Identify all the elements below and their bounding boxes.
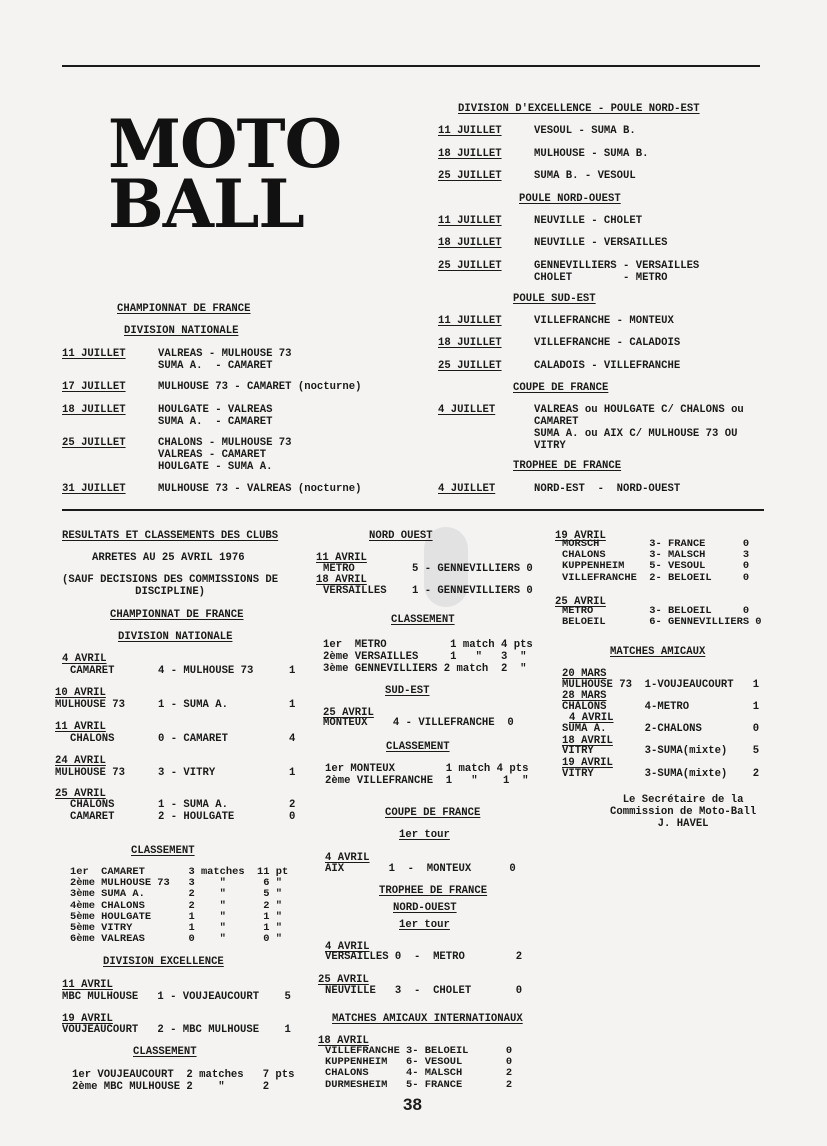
c2-ami-table: VILLEFRANCHE 3- BELOEIL 0 KUPPENHEIM 6- VESOUL 0 CHALONS 4- MALSCH 2 DURMESHEIM 5- FRANCE 2 [325, 1045, 513, 1091]
c1-ex-match-2: VOUJEAUCOURT 2 - MBC MULHOUSE 1 [62, 1024, 291, 1036]
ur-date-2: 18 JUILLET [438, 148, 502, 160]
c3-block-2: METRO 3- BELOEIL 0 BELOEIL 6- GENNEVILLIERS 0 [562, 605, 762, 629]
c2-coupe-heading: COUPE DE FRANCE [385, 807, 481, 819]
ur-match-3: SUMA B. - VESOUL [534, 170, 636, 182]
c1-home-4: MULHOUSE 73 [55, 767, 125, 779]
signature-block: Le Secrétaire de la Commission de Moto-Ball J. HAVEL [610, 794, 757, 830]
c1-score-5: 1 - SUMA A. 2 - HOULGATE [158, 799, 235, 823]
coupe-date: 4 JUILLET [438, 404, 496, 416]
ur-date-7: 11 JUILLET [438, 315, 502, 327]
ur-match-1: VESOUL - SUMA B. [534, 125, 636, 137]
middle-rule [62, 509, 764, 511]
c3-ami-date-1: 20 MARS [562, 668, 607, 680]
c2-no-match-1: METRO 5 - GENNEVILLIERS 0 [323, 563, 533, 575]
c1-ex-date-2: 19 AVRIL [62, 1013, 113, 1025]
ur-date-9: 25 JUILLET [438, 360, 502, 372]
ur-match-5: NEUVILLE - VERSAILLES [534, 237, 668, 249]
c1-home-1: CAMARET [70, 665, 115, 677]
ul-date-1: 11 JUILLET [62, 348, 126, 360]
division-nationale-heading: DIVISION NATIONALE [124, 325, 239, 337]
c1-ex-match-1: MBC MULHOUSE 1 - VOUJEAUCOURT 5 [62, 991, 291, 1003]
c3-ami-date-4: 18 AVRIL [562, 735, 613, 747]
ul-date-4: 25 JUILLET [62, 437, 126, 449]
c3-date-2: 25 AVRIL [555, 596, 606, 608]
title-moto: MOTO [108, 105, 342, 183]
c1-date-2: 10 AVRIL [55, 687, 106, 699]
c3-ami-match-5: VITRY 3-SUMA(mixte) 2 [562, 768, 760, 780]
ur-date-8: 18 JUILLET [438, 337, 502, 349]
c1-date-1: 4 AVRIL [62, 653, 107, 665]
sauf-decisions-note: (SAUF DECISIONS DES COMMISSIONS DE DISCIPLINE) [62, 574, 279, 598]
ul-match-3: HOULGATE - VALREAS SUMA A. - CAMARET [158, 404, 273, 428]
c1-s2-4: 1 [289, 767, 296, 779]
c2-trophee-heading: TROPHEE DE FRANCE [379, 885, 488, 897]
ul-match-1: VALREAS - MULHOUSE 73 SUMA A. - CAMARET [158, 348, 292, 372]
c3-ami-date-2: 28 MARS [562, 690, 607, 702]
c2-se-match: MONTEUX 4 - VILLEFRANCHE 0 [323, 717, 514, 729]
c1-classement2-table: 1er VOUJEAUCOURT 2 matches 7 pts 2ème MBC MULHOUSE 2 " 2 [72, 1069, 295, 1093]
ur-match-7: VILLEFRANCHE - MONTEUX [534, 315, 674, 327]
c2-tr-date-2: 25 AVRIL [318, 974, 369, 986]
c2-classement2-heading: CLASSEMENT [386, 741, 450, 753]
ul-date-2: 17 JUILLET [62, 381, 126, 393]
c2-tr-match-1: VERSAILLES 0 - METRO 2 [325, 951, 523, 963]
c1-score-3: 0 - CAMARET [158, 733, 228, 745]
c3-ami-match-3: SUMA A. 2-CHALONS 0 [562, 723, 760, 735]
poule-nord-ouest-heading: POULE NORD-OUEST [519, 193, 621, 205]
c2-tour2-heading: 1er tour [399, 919, 450, 931]
c1-classement2-heading: CLASSEMENT [133, 1046, 197, 1058]
ur-date-1: 11 JUILLET [438, 125, 502, 137]
c1-s2-5: 2 0 [289, 799, 296, 823]
c1-score-1: 4 - MULHOUSE 73 [158, 665, 254, 677]
c2-tr-date-1: 4 AVRIL [325, 941, 370, 953]
c1-score-4: 3 - VITRY [158, 767, 216, 779]
c1-score-2: 1 - SUMA A. [158, 699, 228, 711]
c2-ami-date: 18 AVRIL [318, 1035, 369, 1047]
poule-sud-est-heading: POULE SUD-EST [513, 293, 596, 305]
c1-championnat-heading: CHAMPIONNAT DE FRANCE [110, 609, 244, 621]
c3-block-1: MORSCH 3- FRANCE 0 CHALONS 3- MALSCH 3 KUPPENHEIM 5- VESOUL 0 VILLEFRANCHE 2- BELOEIL 0 [562, 538, 750, 584]
page-number: 38 [403, 1095, 422, 1114]
trophee-date: 4 JUILLET [438, 483, 496, 495]
c1-division-heading: DIVISION NATIONALE [118, 631, 233, 643]
c1-home-3: CHALONS [70, 733, 115, 745]
c3-ami-date-3: 4 AVRIL [569, 712, 614, 724]
resultats-heading: RESULTATS ET CLASSEMENTS DES CLUBS [62, 530, 279, 542]
matches-amicaux-heading: MATCHES AMICAUX [610, 646, 706, 658]
ur-date-5: 18 JUILLET [438, 237, 502, 249]
c2-no-date-2: 18 AVRIL [316, 574, 367, 586]
ur-match-6: GENNEVILLIERS - VERSAILLES CHOLET - METRO [534, 260, 700, 284]
c1-ex-date-1: 11 AVRIL [62, 979, 113, 991]
c3-ami-date-5: 19 AVRIL [562, 757, 613, 769]
c1-home-2: MULHOUSE 73 [55, 699, 125, 711]
c3-ami-match-4: VITRY 3-SUMA(mixte) 5 [562, 745, 760, 757]
c2-trophee-sub: NORD-OUEST [393, 902, 457, 914]
trophee-heading: TROPHEE DE FRANCE [513, 460, 622, 472]
ur-date-4: 11 JUILLET [438, 215, 502, 227]
ul-match-4: CHALONS - MULHOUSE 73 VALREAS - CAMARET HOULGATE - SUMA A. [158, 437, 292, 473]
trophee-match: NORD-EST - NORD-OUEST [534, 483, 681, 495]
ul-date-5: 31 JUILLET [62, 483, 126, 495]
c1-s2-2: 1 [289, 699, 296, 711]
c1-classement-table: 1er CAMARET 3 matches 11 pt 2ème MULHOUSE 73 3 " 6 " 3ème SUMA A. 2 " 5 " 4ème CHALONS 2 " 2 " 5ème HOULGATE 1 " 1 " 5ème VITRY 1 " 1 " 6ème VALREAS 0 " 0 " [70, 866, 289, 946]
division-excellence-heading: DIVISION EXCELLENCE [103, 956, 224, 968]
ur-match-2: MULHOUSE - SUMA B. [534, 148, 649, 160]
c1-date-4: 24 AVRIL [55, 755, 106, 767]
ul-date-3: 18 JUILLET [62, 404, 126, 416]
c1-date-5: 25 AVRIL [55, 788, 106, 800]
arretes-heading: ARRETES AU 25 AVRIL 1976 [92, 552, 245, 564]
championnat-heading: CHAMPIONNAT DE FRANCE [117, 303, 251, 315]
excellence-heading: DIVISION D'EXCELLENCE - POULE NORD-EST [458, 103, 700, 115]
ur-date-6: 25 JUILLET [438, 260, 502, 272]
ur-match-8: VILLEFRANCHE - CALADOIS [534, 337, 681, 349]
sud-est-heading: SUD-EST [385, 685, 430, 697]
ur-match-9: CALADOIS - VILLEFRANCHE [534, 360, 681, 372]
c2-classement-heading: CLASSEMENT [391, 614, 455, 626]
title-ball: BALL [108, 165, 304, 243]
c3-ami-match-1: MULHOUSE 73 1-VOUJEAUCOURT 1 [562, 679, 760, 691]
top-rule [62, 65, 760, 67]
ul-match-2: MULHOUSE 73 - CAMARET (nocturne) [158, 381, 362, 393]
c2-coupe-date: 4 AVRIL [325, 852, 370, 864]
c3-date-1: 19 AVRIL [555, 530, 606, 542]
c2-tr-match-2: NEUVILLE 3 - CHOLET 0 [325, 985, 523, 997]
c1-home-5: CHALONS CAMARET [70, 799, 115, 823]
c1-classement-heading: CLASSEMENT [131, 845, 195, 857]
c2-coupe-match: AIX 1 - MONTEUX 0 [325, 863, 516, 875]
c2-se-date: 25 AVRIL [323, 707, 374, 719]
coupe-match: VALREAS ou HOULGATE C/ CHALONS ou CAMARET SUMA A. ou AIX C/ MULHOUSE 73 OU VITRY [534, 404, 744, 452]
c2-classement-table: 1er METRO 1 match 4 pts 2ème VERSAILLES 1 " 3 " 3ème GENNEVILLIERS 2 match 2 " [323, 639, 533, 675]
ur-match-4: NEUVILLE - CHOLET [534, 215, 643, 227]
c1-s2-1: 1 [289, 665, 296, 677]
c3-ami-match-2: CHALONS 4-METRO 1 [562, 701, 760, 713]
c2-no-match-2: VERSAILLES 1 - GENNEVILLIERS 0 [323, 585, 533, 597]
c1-date-3: 11 AVRIL [55, 721, 106, 733]
coupe-heading: COUPE DE FRANCE [513, 382, 609, 394]
c2-no-date-1: 11 AVRIL [316, 552, 367, 564]
c1-s2-3: 4 [289, 733, 296, 745]
c2-tour-heading: 1er tour [399, 829, 450, 841]
nord-ouest-heading: NORD OUEST [369, 530, 433, 542]
ur-date-3: 25 JUILLET [438, 170, 502, 182]
c2-classement2-table: 1er MONTEUX 1 match 4 pts 2ème VILLEFRANCHE 1 " 1 " [325, 763, 529, 787]
ul-match-5: MULHOUSE 73 - VALREAS (nocturne) [158, 483, 362, 495]
amicaux-internationaux-heading: MATCHES AMICAUX INTERNATIONAUX [332, 1013, 523, 1025]
